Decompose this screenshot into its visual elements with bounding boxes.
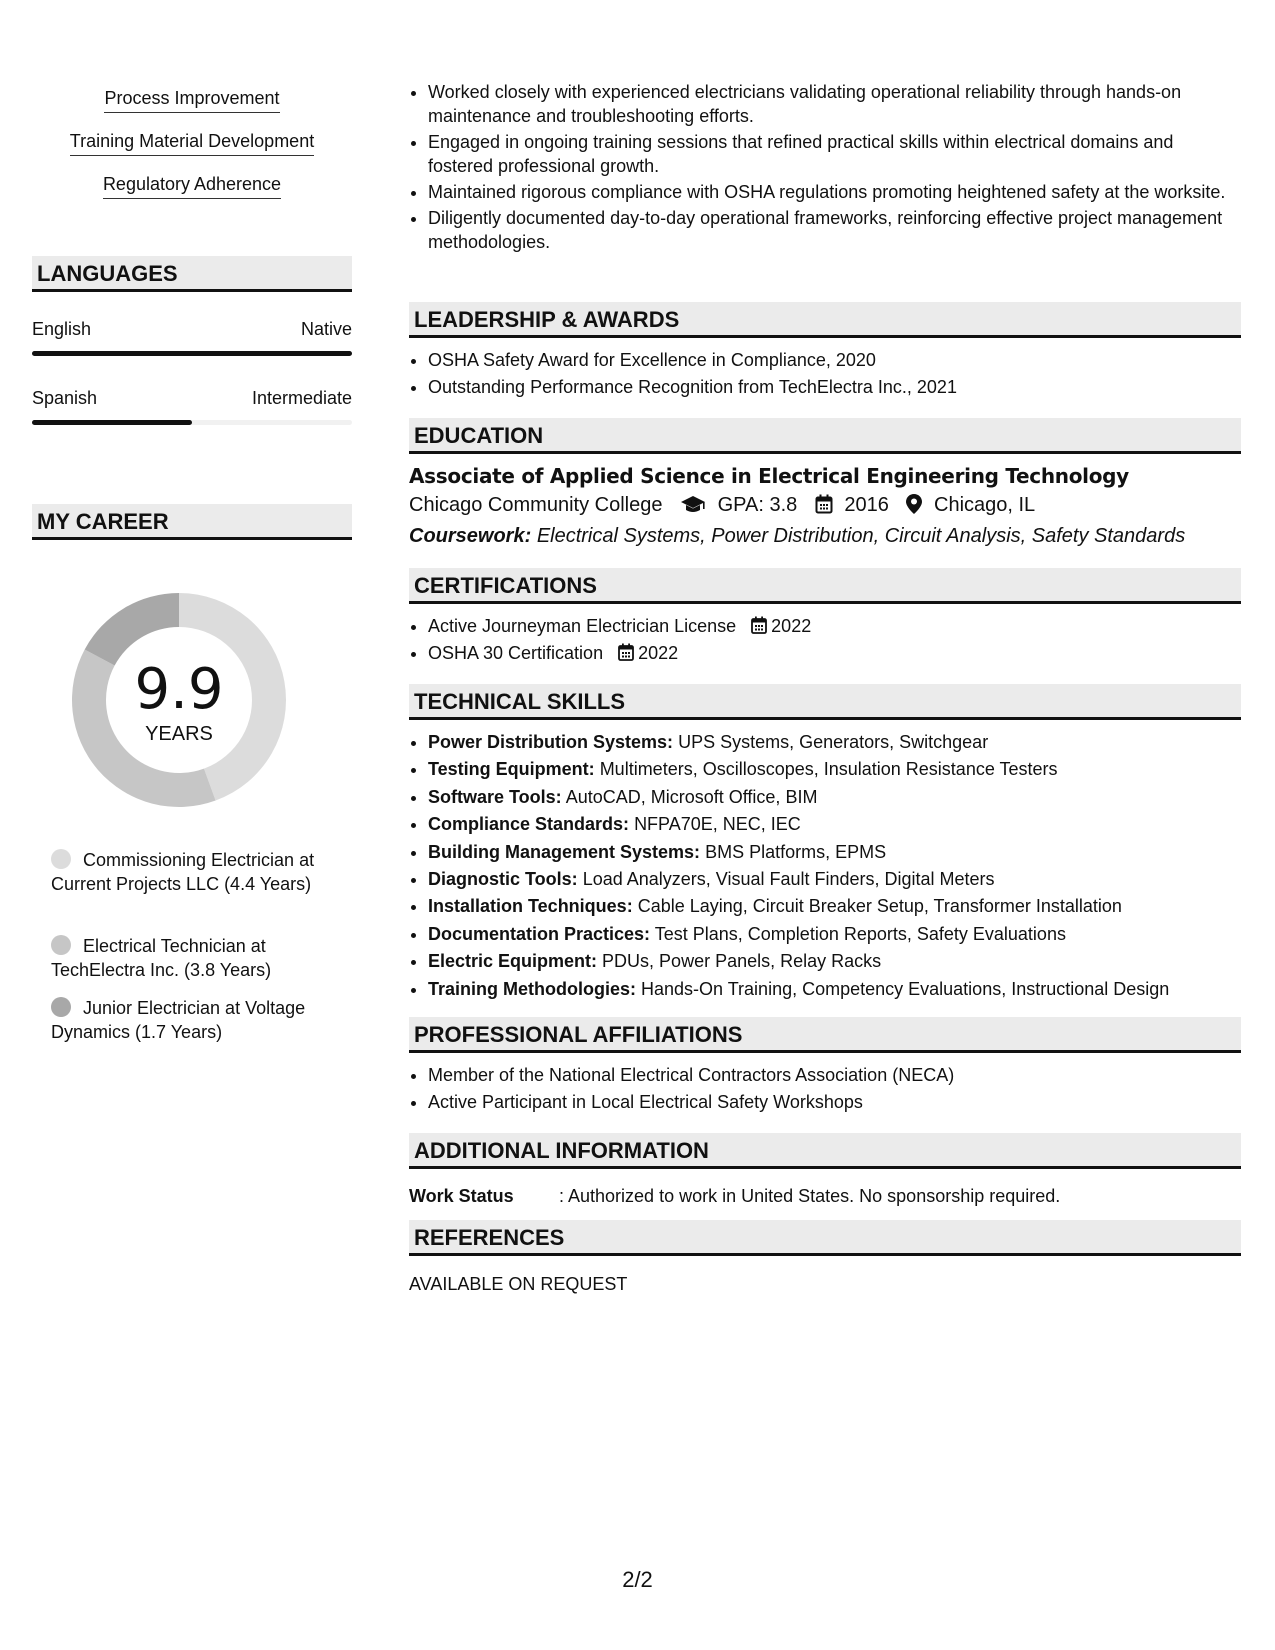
list-item: • Installation Techniques: Cable Laying, Circuit Breaker Setup, Transformer Installation <box>428 894 1240 918</box>
list-item: • Documentation Practices: Test Plans, Completion Reports, Safety Evaluations <box>428 922 1240 946</box>
affiliations-heading: PROFESSIONAL AFFILIATIONS <box>409 1017 1241 1053</box>
calendar-icon <box>751 616 767 634</box>
career-legend-item: Junior Electrician at Voltage Dynamics (1.7 Years) <box>51 998 306 1042</box>
work-status-value: : Authorized to work in United States. No sponsorship required. <box>559 1186 1061 1206</box>
affiliations-list <box>409 1063 1240 1117</box>
languages-heading: LANGUAGES <box>32 256 352 292</box>
location-pin-icon <box>906 494 922 514</box>
list-item: • Building Management Systems: BMS Platforms, EPMS <box>428 840 1240 864</box>
donut-segment <box>85 593 179 666</box>
technical-skills-heading: TECHNICAL SKILLS <box>409 684 1241 720</box>
language-proficiency-bar <box>32 351 352 356</box>
coursework-list: Electrical Systems, Power Distribution, Circuit Analysis, Safety Standards <box>536 525 1186 547</box>
list-item: • Member of the National Electrical Contractors Association (NECA) <box>428 1063 1240 1087</box>
list-item: • Maintained rigorous compliance with OSHA regulations promoting heightened safety at the worksite. <box>428 180 1240 204</box>
references-heading: REFERENCES <box>409 1220 1241 1256</box>
career-total-years: 9.9 <box>134 657 224 722</box>
list-item: • Active Journeyman Electrician License 2022 <box>428 614 1240 638</box>
graduation-cap-icon <box>680 494 706 514</box>
language-proficiency-bar <box>32 420 352 425</box>
list-item: • Power Distribution Systems: UPS Systems, Generators, Switchgear <box>428 730 1240 754</box>
list-item: • Testing Equipment: Multimeters, Oscilloscopes, Insulation Resistance Testers <box>428 757 1240 781</box>
gpa: GPA: 3.8 <box>717 494 798 516</box>
school-location: Chicago, IL <box>934 494 1036 516</box>
education-heading: EDUCATION <box>409 418 1241 454</box>
legend-dot <box>51 849 71 869</box>
coursework <box>409 525 1185 548</box>
awards-heading: LEADERSHIP & AWARDS <box>409 302 1241 338</box>
list-item: • Electric Equipment: PDUs, Power Panels, Relay Racks <box>428 949 1240 973</box>
legend-dot <box>51 935 71 955</box>
work-status-label: Work Status <box>409 1186 514 1206</box>
school-name: Chicago Community College <box>409 494 663 516</box>
additional-info-heading: ADDITIONAL INFORMATION <box>409 1133 1241 1169</box>
career-donut-chart <box>67 588 291 812</box>
skill-tag: Process Improvement <box>32 88 352 109</box>
technical-skills-list <box>409 730 1240 1001</box>
coursework-label: Coursework: <box>409 525 532 547</box>
career-legend-item: Commissioning Electrician at Current Projects LLC (4.4 Years) <box>51 850 315 894</box>
list-item: • OSHA 30 Certification 2022 <box>428 641 1240 665</box>
language-row <box>32 388 352 409</box>
graduation-year: 2016 <box>844 494 889 516</box>
language-proficiency-fill <box>32 420 192 425</box>
awards-list <box>409 348 1240 402</box>
language-name: Spanish <box>32 388 98 408</box>
experience-bullets <box>409 80 1240 254</box>
certifications-heading: CERTIFICATIONS <box>409 568 1241 604</box>
calendar-icon <box>618 643 634 661</box>
legend-dot <box>51 997 71 1017</box>
list-item: • Diagnostic Tools: Load Analyzers, Visual Fault Finders, Digital Meters <box>428 867 1240 891</box>
career-heading: MY CAREER <box>32 504 352 540</box>
calendar-icon <box>815 494 833 514</box>
list-item: • OSHA Safety Award for Excellence in Compliance, 2020 <box>428 348 1240 372</box>
work-status <box>409 1186 1060 1207</box>
list-item: • Active Participant in Local Electrical Safety Workshops <box>428 1090 1240 1114</box>
list-item: • Training Methodologies: Hands-On Training, Competency Evaluations, Instructional Design <box>428 977 1240 1001</box>
career-total-unit: YEARS <box>145 723 213 745</box>
list-item: • Diligently documented day-to-day operational frameworks, reinforcing effective project management methodologies. <box>428 206 1240 254</box>
language-level: Intermediate <box>251 388 352 408</box>
list-item: • Compliance Standards: NFPA70E, NEC, IEC <box>428 812 1240 836</box>
references-text: AVAILABLE ON REQUEST <box>409 1274 628 1294</box>
language-row <box>32 319 352 340</box>
skill-tag: Regulatory Adherence <box>32 174 352 195</box>
education-details <box>409 494 1035 517</box>
list-item: • Worked closely with experienced electricians validating operational reliability through hands-on maintenance and troubleshooting efforts. <box>428 80 1240 128</box>
list-item: • Engaged in ongoing training sessions that refined practical skills within electrical domains and fostered professional growth. <box>428 130 1240 178</box>
list-item: • Software Tools: AutoCAD, Microsoft Office, BIM <box>428 785 1240 809</box>
degree-title: Associate of Applied Science in Electrical Engineering Technology <box>409 464 1129 488</box>
page-number: 2/2 <box>622 1567 653 1592</box>
list-item: • Outstanding Performance Recognition from TechElectra Inc., 2021 <box>428 375 1240 399</box>
certifications-list <box>409 614 1240 668</box>
language-level: Native <box>300 319 352 339</box>
language-proficiency-fill <box>32 351 352 356</box>
career-legend-item: Electrical Technician at TechElectra Inc. (3.8 Years) <box>51 936 272 980</box>
language-name: English <box>32 319 92 339</box>
skill-tag: Training Material Development <box>32 131 352 152</box>
